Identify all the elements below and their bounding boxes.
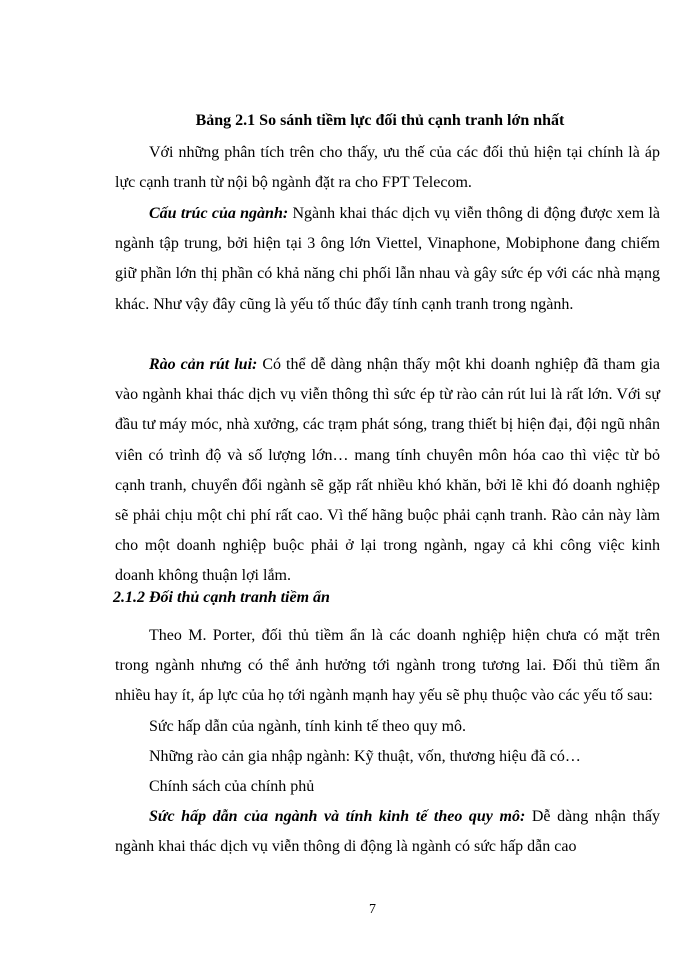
- page-number: 7: [369, 902, 376, 917]
- exit-barrier-label: Rào cản rút lui:: [149, 356, 258, 373]
- paragraph-porter-text: Theo M. Porter, đối thủ tiềm ẩn là các doanh nghiệp hiện chưa có mặt trên trong ngành nhưng có thể ảnh hưởng tới ngành trong tương lai. Đối thủ tiềm ẩn nhiều hay ít, áp lực của họ tới ngành mạnh hay yếu sẽ phụ thuộc vào các yếu tố sau:: [115, 627, 660, 705]
- factor-line-3: Chính sách của chính phủ: [149, 778, 315, 795]
- table-caption: Bảng 2.1 So sánh tiềm lực đối thủ cạnh tranh lớn nhất: [195, 112, 565, 129]
- attractiveness-text: Dễ dàng nhận thấy ngành khai thác dịch vụ viễn thông di động là ngành có sức hấp dẫn cao: [115, 808, 661, 856]
- paragraph-porter: [115, 621, 660, 712]
- exit-barrier-text: Có thể dễ dàng nhận thấy một khi doanh nghiệp đã tham gia vào ngành khai thác dịch vụ viễn thông thì sức ép từ rào cản rút lui là rất lớn. Với sự đầu tư máy móc, nhà xưởng, các trạm phát sóng, trang thiết bị hiện đại, đội ngũ nhân viên có trình độ và số lượng lớn… mang tính chuyên môn hóa cao thì việc từ bỏ cạnh tranh, chuyển đổi ngành sẽ gặp rất nhiều khó khăn, bởi lẽ khi đó doanh nghiệp sẽ phải chịu một chi phí rất cao. Vì thế hãng buộc phải cạnh tranh. Rào cản này làm cho một doanh nghiệp buộc phải ở lại trong ngành, ngay cả khi công việc kinh doanh không thuận lợi lắm.: [115, 356, 661, 585]
- factor-line-1: Sức hấp dẫn của ngành, tính kinh tế theo quy mô.: [149, 718, 467, 735]
- paragraph-intro: [115, 138, 660, 198]
- paragraph-attractiveness: [115, 802, 660, 862]
- paragraph-exit-barrier: [115, 350, 660, 592]
- paragraph-industry-structure: [115, 199, 660, 320]
- industry-structure-label: Cấu trúc của ngành:: [149, 205, 289, 222]
- attractiveness-label: Sức hấp dẫn của ngành và tính kinh tế theo quy mô:: [149, 808, 526, 825]
- industry-structure-text: Ngành khai thác dịch vụ viễn thông di động được xem là ngành tập trung, bởi hiện tại 3 ông lớn Viettel, Vinaphone, Mobiphone đang chiếm giữ phần lớn thị phần có khả năng chi phối lẫn nhau và gây sức ép với các nhà mạng khác. Như vậy đây cũng là yếu tố thúc đẩy tính cạnh tranh trong ngành.: [115, 205, 661, 313]
- factor-line-2: Những rào cản gia nhập ngành: Kỹ thuật, vốn, thương hiệu đã có…: [149, 748, 581, 765]
- section-heading: 2.1.2 Đối thủ cạnh tranh tiềm ẩn: [113, 589, 330, 606]
- paragraph-intro-text: Với những phân tích trên cho thấy, ưu thế của các đối thủ hiện tại chính là áp lực cạnh tranh từ nội bộ ngành đặt ra cho FPT Telecom.: [115, 144, 660, 192]
